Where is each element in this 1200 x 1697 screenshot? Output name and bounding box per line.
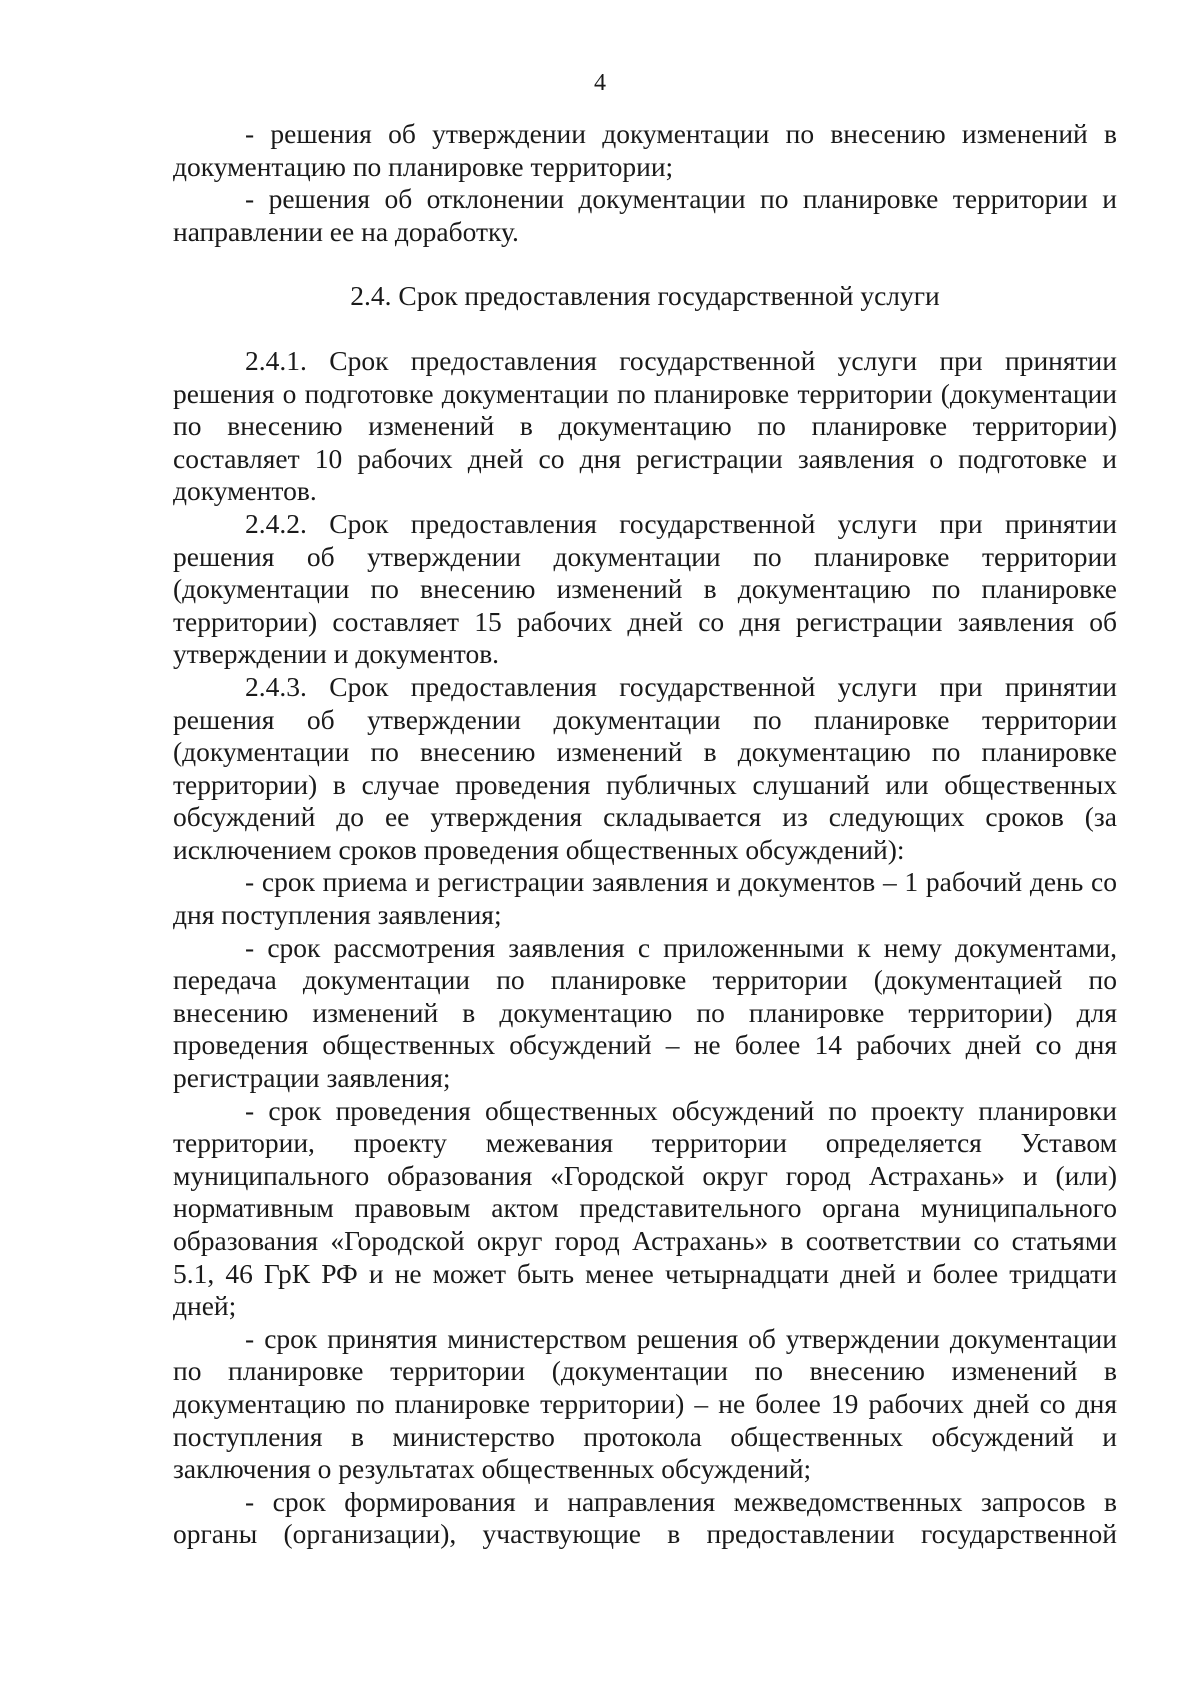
section-heading: 2.4. Срок предоставления государственной услуги: [350, 280, 940, 312]
list-item-reception-term: - срок приема и регистрации заявления и документов – 1 рабочий день со дня поступления заявления;: [173, 866, 1117, 931]
document-body: [173, 118, 1117, 1551]
paragraph-2-4-2: 2.4.2. Срок предоставления государственной услуги при принятии решения об утверждении документации по планировке территории (документации по внесению изменений в документацию по планировке территории) составляет 15 рабочих дней со дня регистрации заявления об утверждении и документов.: [173, 507, 1117, 670]
paragraph-decision-rejection: - решения об отклонении документации по планировке территории и направлении ее на доработку.: [173, 183, 1117, 247]
paragraph-2-4-1: 2.4.1. Срок предоставления государственной услуги при принятии решения о подготовке документации по планировке территории (документации по внесению изменений в документацию по планировке территории) составляет 10 рабочих дней со дня регистрации заявления о подготовке и документов.: [173, 344, 1117, 507]
section-body: [173, 345, 1117, 1551]
list-item-interagency-requests-term: - срок формирования и направления межведомственных запросов в органы (организации), участвующие в предоставлении государственной: [173, 1485, 1117, 1550]
page-number: 4: [594, 70, 606, 96]
list-item-review-term: - срок рассмотрения заявления с приложенными к нему документами, передача документации по планировке территории (документацией по внесению изменений в документацию по планировке территории) для проведения общественных обсуждений – не более 14 рабочих дней со дня регистрации заявления;: [173, 931, 1117, 1094]
paragraph-decision-approval-changes: - решения об утверждении документации по внесению изменений в документацию по планировке территории;: [173, 118, 1117, 182]
list-item-public-discussion-term: - срок проведения общественных обсуждений по проекту планировки территории, проекту межевания территории определяется Уставом муниципального образования «Городской округ город Астрахань» и (или) нормативным правовым актом представительного органа муниципального образования «Городской округ город Астрахань» в соответствии со статьями 5.1, 46 ГрК РФ и не может быть менее четырнадцати дней и более тридцати дней;: [173, 1094, 1117, 1322]
list-item-ministry-decision-term: - срок принятия министерством решения об утверждении документации по планировке территории (документации по внесению изменений в документацию по планировке территории) – не более 19 рабочих дней со дня поступления в министерство протокола общественных обсуждений и заключения о результатах общественных обсуждений;: [173, 1322, 1117, 1485]
paragraph-2-4-3: 2.4.3. Срок предоставления государственной услуги при принятии решения об утверждении документации по планировке территории (документации по внесению изменений в документацию по планировке территории) в случае проведения публичных слушаний или общественных обсуждений до ее утверждения складывается из следующих сроков (за исключением сроков проведения общественных обсуждений):: [173, 670, 1117, 865]
